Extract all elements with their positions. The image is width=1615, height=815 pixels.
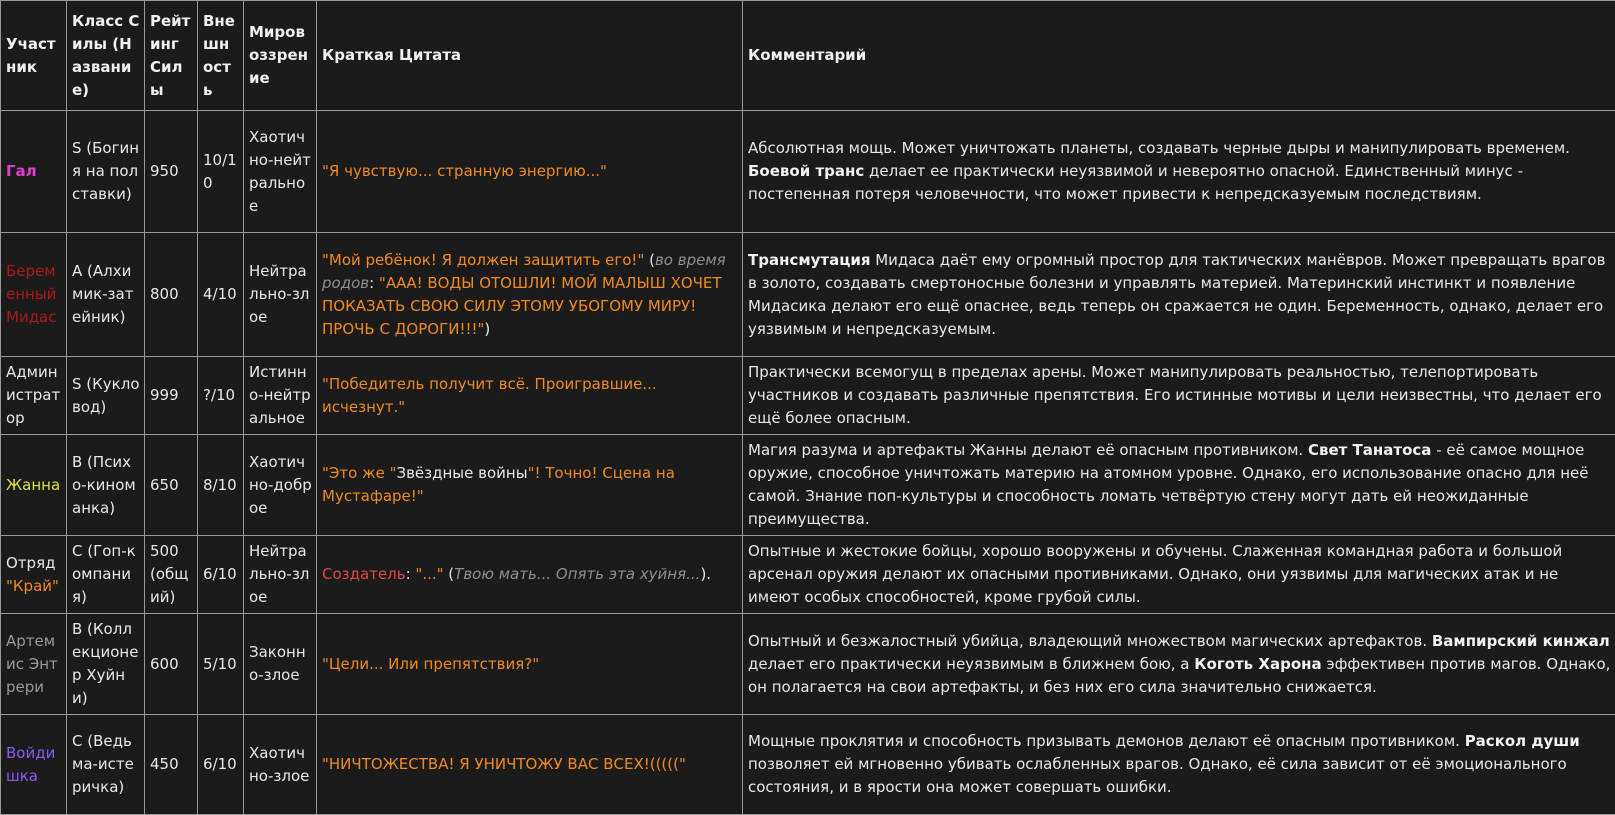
alignment: Хаотично-нейтральное (244, 111, 317, 233)
comment: Магия разума и артефакты Жанны делают её опасным противником. Свет Танатоса - её самое мощное оружие, способное уничтожать материю на атомном уровне. Однако, его использование опасно для неё самой. Знание поп-культуры и способность ломать четвёртую стену могут дать ей неожиданные преимущества. (743, 435, 1615, 536)
header-power-class: Класс Силы (Название) (67, 1, 145, 111)
power-class: S (Кукловод) (67, 357, 145, 435)
quote: "Я чувствую... странную энергию..." (317, 111, 743, 233)
participant-name: Гал (1, 111, 67, 233)
looks: 5/10 (198, 614, 244, 715)
header-comment: Комментарий (743, 1, 1615, 111)
table-row (1, 715, 1615, 815)
participant-name: Беременный Мидас (1, 233, 67, 357)
quote: "Победитель получит всё. Проигравшие... исчезнут." (317, 357, 743, 435)
header-power-rating: Рейтинг Силы (145, 1, 198, 111)
participant-name: Администратор (1, 357, 67, 435)
comment: Практически всемогущ в пределах арены. Может манипулировать реальностью, телепортировать участников и создавать различные препятствия. Его истинные мотивы и цели неизвестны, что делает его ещё более опасным. (743, 357, 1615, 435)
power-class: B (Психо-киноманка) (67, 435, 145, 536)
header-looks: Внешность (198, 1, 244, 111)
power-rating: 999 (145, 357, 198, 435)
power-rating: 450 (145, 715, 198, 815)
participant-name: Жанна (1, 435, 67, 536)
table-row (1, 614, 1615, 715)
comment: Опытные и жестокие бойцы, хорошо вооружены и обучены. Слаженная командная работа и большой арсенал оружия делают их опасными противниками. Однако, они уязвимы для магических атак и не имеют особых способностей, кроме грубой силы. (743, 536, 1615, 614)
alignment: Законно-злое (244, 614, 317, 715)
quote: "НИЧТОЖЕСТВА! Я УНИЧТОЖУ ВАС ВСЕХ!(((((" (317, 715, 743, 815)
table-row (1, 233, 1615, 357)
looks: 4/10 (198, 233, 244, 357)
quote: Создатель: "..." (Твою мать... Опять эта хуйня...). (317, 536, 743, 614)
quote: "Мой ребёнок! Я должен защитить его!" (во время родов: "ААА! ВОДЫ ОТОШЛИ! МОЙ МАЛЫШ ХОЧЕТ ПОКАЗАТЬ СВОЮ СИЛУ ЭТОМУ УБОГОМУ МИРУ! ПРОЧЬ С ДОРОГИ!!!") (317, 233, 743, 357)
participant-name: Войдишка (1, 715, 67, 815)
looks: ?/10 (198, 357, 244, 435)
participant-name: Артемис Энтрери (1, 614, 67, 715)
comment: Трансмутация Мидаса даёт ему огромный простор для тактических манёвров. Может превращать врагов в золото, создавать смертоносные болезни и управлять материей. Материнский инстинкт и появление Мидасика делают его ещё опаснее, ведь теперь он сражается не один. Беременность, однако, делает его уязвимым и непредсказуемым. (743, 233, 1615, 357)
quote: "Это же "Звёздные войны"! Точно! Сцена на Мустафаре!" (317, 435, 743, 536)
looks: 6/10 (198, 536, 244, 614)
table-row (1, 357, 1615, 435)
power-class: A (Алхимик-затейник) (67, 233, 145, 357)
power-class: C (Гоп-компания) (67, 536, 145, 614)
comment: Абсолютная мощь. Может уничтожать планеты, создавать черные дыры и манипулировать временем. Боевой транс делает ее практически неуязвимой и невероятно опасной. Единственный минус - постепенная потеря человечности, что может привести к непредсказуемым последствиям. (743, 111, 1615, 233)
alignment: Нейтрально-злое (244, 536, 317, 614)
table-row (1, 111, 1615, 233)
table-row (1, 435, 1615, 536)
comment: Мощные проклятия и способность призывать демонов делают её опасным противником. Раскол души позволяет ей мгновенно убивать ослабленных врагов. Однако, её сила зависит от её эмоционального состояния, и в ярости она может совершать ошибки. (743, 715, 1615, 815)
power-rating: 800 (145, 233, 198, 357)
looks: 6/10 (198, 715, 244, 815)
header-quote: Краткая Цитата (317, 1, 743, 111)
table-row (1, 536, 1615, 614)
header-participant: Участник (1, 1, 67, 111)
quote: "Цели... Или препятствия?" (317, 614, 743, 715)
power-class: C (Ведьма-истеричка) (67, 715, 145, 815)
alignment: Нейтрально-злое (244, 233, 317, 357)
looks: 8/10 (198, 435, 244, 536)
power-rating: 650 (145, 435, 198, 536)
comment: Опытный и безжалостный убийца, владеющий множеством магических артефактов. Вампирский кинжал делает его практически неуязвимым в ближнем бою, а Коготь Харона эффективен против магов. Однако, он полагается на свои артефакты, и без них его сила значительно снижается. (743, 614, 1615, 715)
power-class: B (Коллекционер Хуйни) (67, 614, 145, 715)
header-row (1, 1, 1615, 111)
participant-name: Отряд "Край" (1, 536, 67, 614)
power-rating: 600 (145, 614, 198, 715)
power-rating: 500 (общий) (145, 536, 198, 614)
power-rating: 950 (145, 111, 198, 233)
alignment: Истинно-нейтральное (244, 357, 317, 435)
looks: 10/10 (198, 111, 244, 233)
alignment: Хаотично-доброе (244, 435, 317, 536)
header-alignment: Мировоззрение (244, 1, 317, 111)
alignment: Хаотично-злое (244, 715, 317, 815)
power-class: S (Богиня на полставки) (67, 111, 145, 233)
